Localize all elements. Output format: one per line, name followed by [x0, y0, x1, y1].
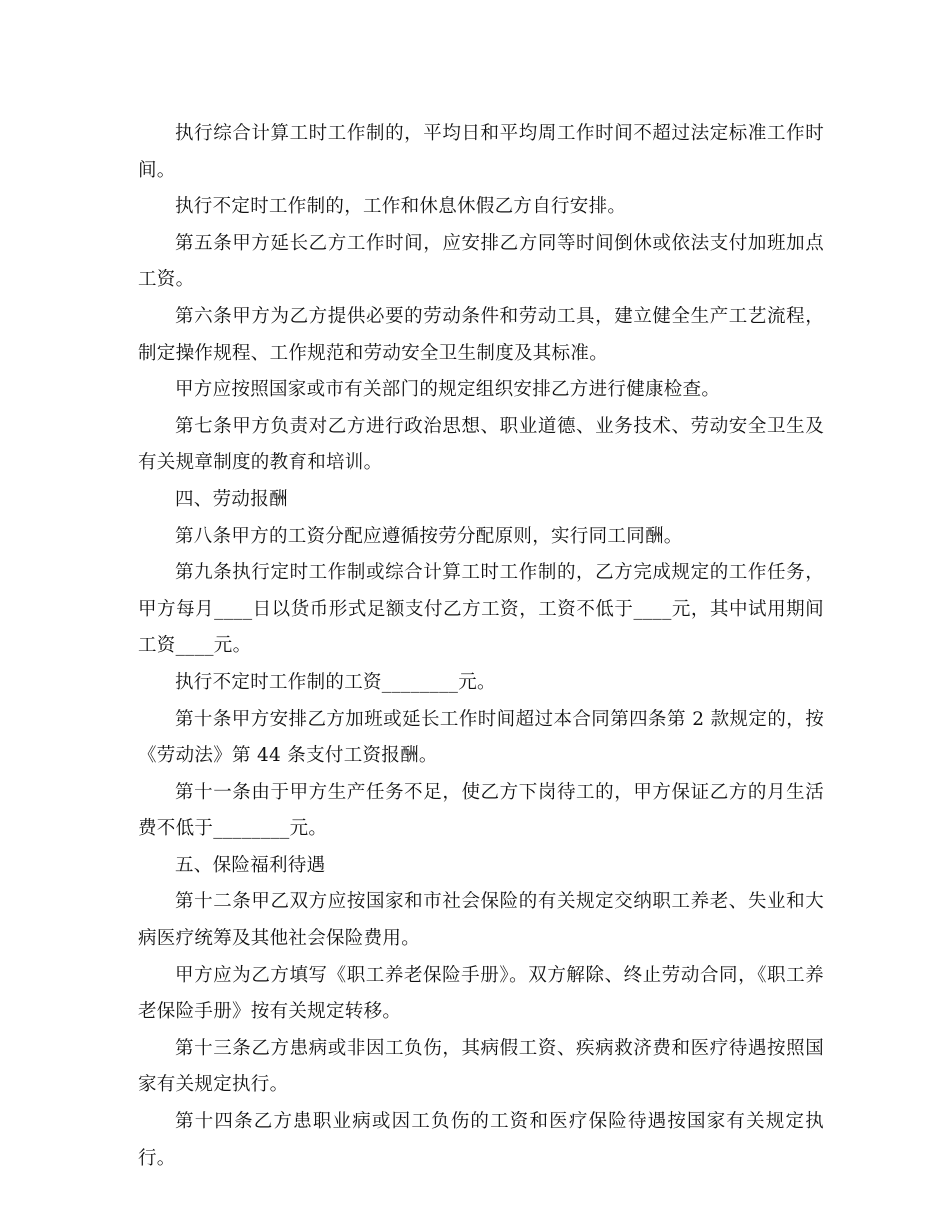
- paragraph-11: 第十条甲方安排乙方加班或延长工作时间超过本合同第四条第 2 款规定的，按《劳动法》第 44 条支付工资报酬。: [138, 708, 824, 767]
- paragraph-1: 执行综合计算工时工作制的，平均日和平均周工作时间不超过法定标准工作时间。: [138, 123, 824, 181]
- paragraph-15: 甲方应为乙方填写《职工养老保险手册》。双方解除、终止劳动合同，《职工养老保险手册》按有关规定转移。: [138, 964, 824, 1023]
- paragraph-16: 第十三条乙方患病或非因工负伤，其病假工资、疾病救济费和医疗待遇按照国家有关规定执行。: [138, 1037, 824, 1096]
- paragraph-10: 执行不定时工作制的工资________元。: [175, 671, 496, 693]
- paragraph-12: 第十一条由于甲方生产任务不足，使乙方下岗待工的，甲方保证乙方的月生活费不低于________元。: [138, 781, 824, 840]
- document-body: [138, 116, 824, 1177]
- paragraph-3: 第五条甲方延长乙方工作时间，应安排乙方同等时间倒休或依法支付加班加点工资。: [138, 232, 824, 291]
- paragraph-17: 第十四条乙方患职业病或因工负伤的工资和医疗保险待遇按国家有关规定执行。: [138, 1111, 824, 1169]
- paragraph-8: 第八条甲方的工资分配应遵循按劳分配原则，实行同工同酬。: [175, 525, 683, 547]
- section-heading-remuneration: 四、劳动报酬: [175, 488, 288, 510]
- paragraph-2: 执行不定时工作制的，工作和休息休假乙方自行安排。: [175, 196, 627, 218]
- paragraph-6: 第七条甲方负责对乙方进行政治思想、职业道德、业务技术、劳动安全卫生及有关规章制度的教育和培训。: [138, 415, 824, 474]
- paragraph-14: 第十二条甲乙双方应按国家和市社会保险的有关规定交纳职工养老、失业和大病医疗统筹及其他社会保险费用。: [138, 891, 824, 950]
- paragraph-9: 第九条执行定时工作制或综合计算工时工作制的，乙方完成规定的工作任务，甲方每月____日以货币形式足额支付乙方工资，工资不低于____元，其中试用期间工资____元。: [138, 562, 824, 657]
- paragraph-5: 甲方应按照国家或市有关部门的规定组织安排乙方进行健康检查。: [175, 379, 721, 401]
- section-heading-insurance: 五、保险福利待遇: [175, 854, 326, 876]
- paragraph-4: 第六条甲方为乙方提供必要的劳动条件和劳动工具，建立健全生产工艺流程，制定操作规程、工作规范和劳动安全卫生制度及其标准。: [138, 305, 824, 364]
